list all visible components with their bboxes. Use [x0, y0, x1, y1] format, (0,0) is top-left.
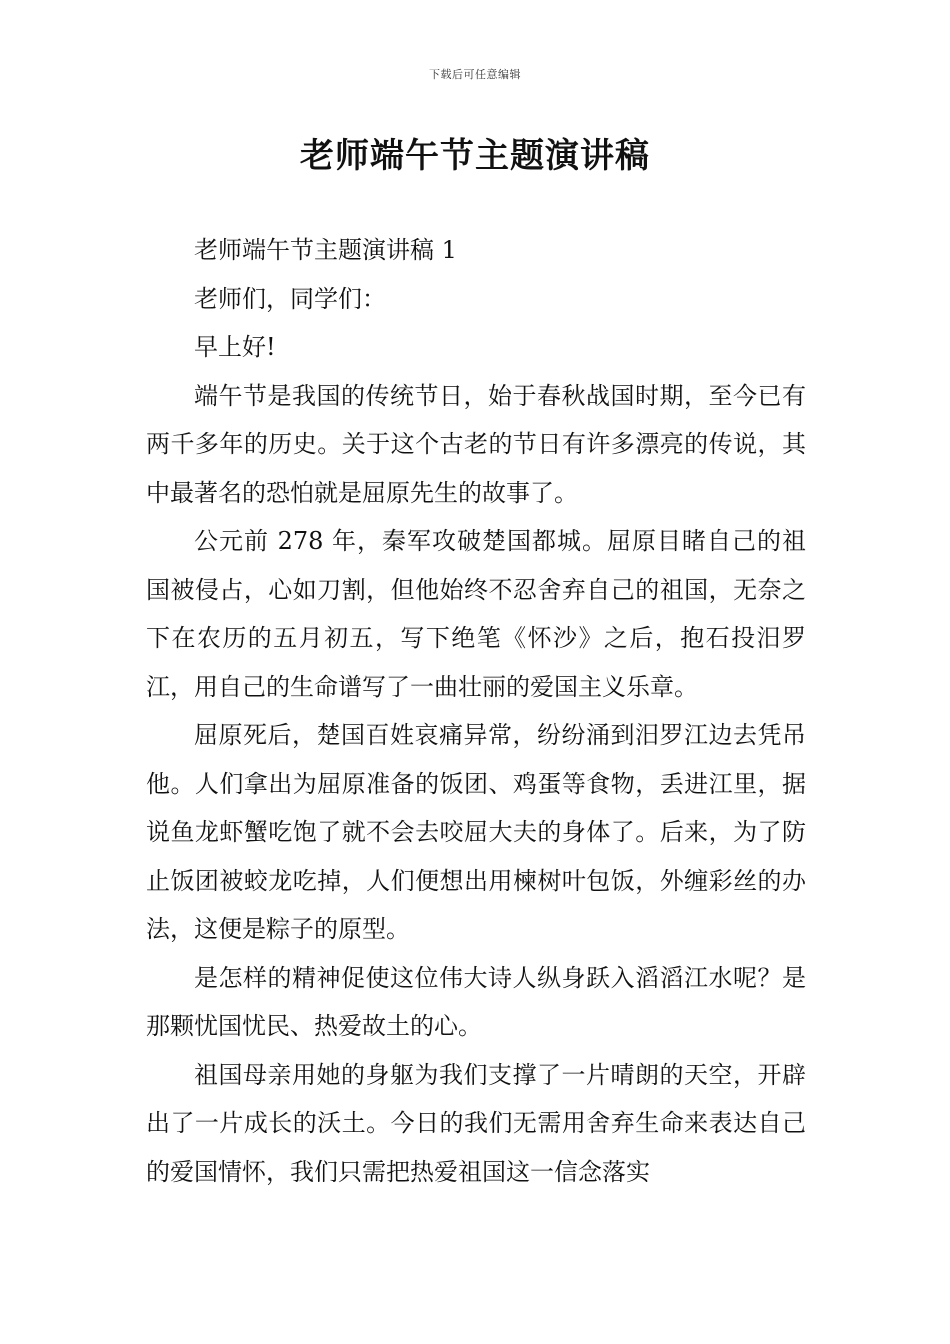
paragraph: 公元前 278 年，秦军攻破楚国都城。屈原目睹自己的祖国被侵占，心如刀割，但他始终不忍舍弃自己的祖国，无奈之下在农历的五月初五，写下绝笔《怀沙》之后，抱石投汨罗江，用自己的生命谱写了一曲壮丽的爱国主义乐章。 [146, 527, 806, 701]
header-note: 下载后可任意编辑 [429, 68, 521, 81]
paragraph-greeting: 早上好! [194, 333, 276, 361]
paragraph: 祖国母亲用她的身躯为我们支撑了一片晴朗的天空，开辟出了一片成长的沃土。今日的我们无需用舍弃生命来表达自己的爱国情怀，我们只需把热爱祖国这一信念落实 [146, 1060, 806, 1186]
paragraph: 屈原死后，楚国百姓哀痛异常，纷纷涌到汨罗江边去凭吊他。人们拿出为屈原准备的饭团、鸡蛋等食物，丢进江里，据说鱼龙虾蟹吃饱了就不会去咬屈大夫的身体了。后来，为了防止饭团被蛟龙吃掉，人们便想出用楝树叶包饭，外缠彩丝的办法，这便是粽子的原型。 [146, 721, 806, 943]
document-body [146, 226, 806, 1196]
document-title: 老师端午节主题演讲稿 [300, 136, 650, 176]
paragraph-subtitle: 老师端午节主题演讲稿 1 [194, 236, 457, 264]
paragraph-salutation: 老师们，同学们： [194, 284, 386, 313]
paragraph: 端午节是我国的传统节日，始于春秋战国时期，至今已有两千多年的历史。关于这个古老的节日有许多漂亮的传说，其中最著名的恐怕就是屈原先生的故事了。 [146, 381, 806, 507]
paragraph: 是怎样的精神促使这位伟大诗人纵身跃入滔滔江水呢？是那颗忧国忧民、热爱故土的心。 [146, 963, 806, 1040]
